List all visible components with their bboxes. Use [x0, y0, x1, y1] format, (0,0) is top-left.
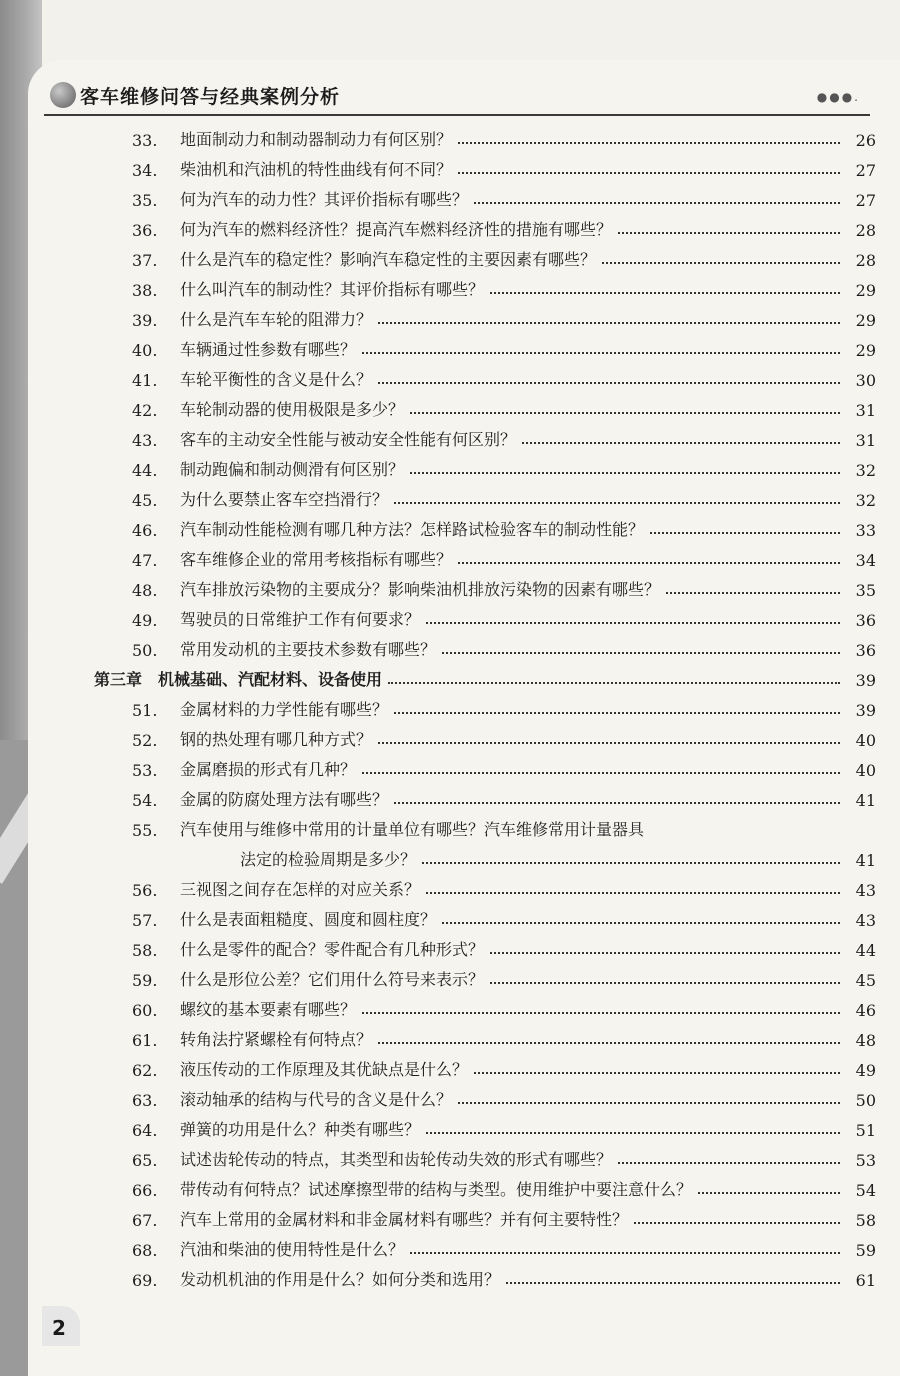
toc-page-number: 59	[855, 1241, 876, 1260]
book-title: 客车维修问答与经典案例分析	[80, 86, 341, 108]
toc-entry[interactable]	[90, 720, 880, 750]
toc-page-number: 32	[855, 461, 876, 480]
toc-page-number: 41	[855, 851, 876, 870]
toc-entry-number: 36.	[132, 221, 158, 240]
toc-page-number: 53	[855, 1151, 876, 1170]
toc-page-number: 43	[855, 911, 876, 930]
dot-leader	[506, 1282, 840, 1284]
dot-leader	[388, 682, 840, 684]
toc-entry-number: 41.	[132, 371, 158, 390]
toc-entry-number: 43.	[132, 431, 158, 450]
dot-leader	[426, 892, 840, 894]
toc-entry-title: 汽车排放污染物的主要成分？影响柴油机排放污染物的因素有哪些？	[180, 580, 661, 599]
toc-page-number: 48	[855, 1031, 876, 1050]
toc-entry-title: 金属磨损的形式有几种？	[180, 760, 357, 779]
dot-leader	[666, 592, 840, 594]
dot-leader	[442, 652, 840, 654]
dot-leader	[394, 802, 840, 804]
toc-page-number: 40	[855, 731, 876, 750]
toc-entry-title: 什么是形位公差？它们用什么符号来表示？	[180, 970, 485, 989]
toc-entry-title: 制动跑偏和制动侧滑有何区别？	[180, 460, 405, 479]
toc-entry-number: 69.	[132, 1271, 158, 1290]
toc-page-number: 61	[855, 1271, 876, 1290]
toc-entry-title: 钢的热处理有哪几种方式？	[180, 730, 373, 749]
header-ornament-icon	[50, 82, 76, 108]
dot-leader	[698, 1192, 840, 1194]
toc-entry[interactable]	[90, 270, 880, 300]
toc-entry[interactable]	[90, 600, 880, 630]
toc-entry[interactable]	[90, 1230, 880, 1260]
toc-page-number: 39	[855, 671, 876, 690]
dot-leader	[522, 442, 840, 444]
dot-leader	[602, 262, 840, 264]
toc-page-number: 29	[855, 281, 876, 300]
toc-entry[interactable]	[90, 1020, 880, 1050]
toc-entry-title: 法定的检验周期是多少？	[240, 850, 417, 869]
toc-page-number: 58	[855, 1211, 876, 1230]
toc-page-number: 33	[855, 521, 876, 540]
toc-entry-title: 金属的防腐处理方法有哪些？	[180, 790, 389, 809]
toc-entry[interactable]	[90, 510, 880, 540]
toc-page-number: 50	[855, 1091, 876, 1110]
toc-page-number: 41	[855, 791, 876, 810]
toc-entry-number: 61.	[132, 1031, 158, 1050]
toc-entry-title: 车轮平衡性的含义是什么？	[180, 370, 373, 389]
toc-entry-number: 67.	[132, 1211, 158, 1230]
toc-entry-number: 60.	[132, 1001, 158, 1020]
dot-leader	[618, 232, 840, 234]
toc-entry[interactable]	[90, 990, 880, 1020]
toc-entry[interactable]	[90, 390, 880, 420]
toc-entry-title: 客车的主动安全性能与被动安全性能有何区别？	[180, 430, 517, 449]
toc-entry[interactable]	[90, 240, 880, 270]
toc-page-number: 40	[855, 761, 876, 780]
toc-entry-number: 68.	[132, 1241, 158, 1260]
toc-entry[interactable]	[90, 840, 880, 870]
toc-entry-title: 弹簧的功用是什么？种类有哪些？	[180, 1120, 421, 1139]
toc-page-number: 54	[855, 1181, 876, 1200]
toc-entry-number: 64.	[132, 1121, 158, 1140]
toc-page-number: 39	[855, 701, 876, 720]
toc-entry[interactable]	[90, 750, 880, 780]
toc-entry-title: 滚动轴承的结构与代号的含义是什么？	[180, 1090, 453, 1109]
dot-leader	[378, 742, 840, 744]
dot-leader	[458, 562, 840, 564]
dot-leader	[474, 202, 840, 204]
toc-entry[interactable]	[90, 570, 880, 600]
toc-entry-number: 48.	[132, 581, 158, 600]
toc-entry-number: 58.	[132, 941, 158, 960]
toc-entry[interactable]	[90, 210, 880, 240]
toc-entry[interactable]	[90, 150, 880, 180]
toc-entry-number: 65.	[132, 1151, 158, 1170]
dot-leader	[362, 1012, 840, 1014]
toc-entry-number: 40.	[132, 341, 158, 360]
toc-entry-number: 53.	[132, 761, 158, 780]
toc-entry[interactable]	[90, 810, 880, 840]
toc-entry-title: 三视图之间存在怎样的对应关系？	[180, 880, 421, 899]
toc-entry-title: 何为汽车的燃料经济性？提高汽车燃料经济性的措施有哪些？	[180, 220, 613, 239]
toc-entry-title: 车轮制动器的使用极限是多少？	[180, 400, 405, 419]
toc-entry[interactable]	[90, 1200, 880, 1230]
table-of-contents	[90, 120, 880, 1290]
dot-leader	[474, 1072, 840, 1074]
toc-entry-title: 驾驶员的日常维护工作有何要求？	[180, 610, 421, 629]
toc-entry[interactable]	[90, 1260, 880, 1290]
dot-leader	[394, 712, 840, 714]
toc-entry-number: 62.	[132, 1061, 158, 1080]
toc-entry-number: 35.	[132, 191, 158, 210]
toc-entry-title: 地面制动力和制动器制动力有何区别？	[180, 130, 453, 149]
toc-page-number: 27	[855, 191, 876, 210]
toc-entry-number: 50.	[132, 641, 158, 660]
toc-page-number: 36	[855, 641, 876, 660]
toc-page-number: 29	[855, 311, 876, 330]
toc-entry-number: 56.	[132, 881, 158, 900]
toc-entry[interactable]	[90, 450, 880, 480]
dot-leader	[362, 352, 840, 354]
dot-leader	[378, 1042, 840, 1044]
dot-leader	[490, 982, 840, 984]
toc-entry[interactable]	[90, 180, 880, 210]
toc-entry-title: 转角法拧紧螺栓有何特点？	[180, 1030, 373, 1049]
toc-entry-number: 55.	[132, 821, 158, 840]
toc-page-number: 51	[855, 1121, 876, 1140]
dot-leader	[618, 1162, 840, 1164]
dot-leader	[426, 1132, 840, 1134]
toc-entry-title: 柴油机和汽油机的特性曲线有何不同？	[180, 160, 453, 179]
toc-page-number: 35	[855, 581, 876, 600]
toc-chapter-heading[interactable]	[90, 660, 880, 690]
dot-leader	[490, 292, 840, 294]
dot-leader	[410, 1252, 840, 1254]
toc-entry-title: 带传动有何特点？试述摩擦型带的结构与类型。使用维护中要注意什么？	[180, 1180, 693, 1199]
toc-entry[interactable]	[90, 540, 880, 570]
dot-leader	[442, 922, 840, 924]
dot-leader	[410, 472, 840, 474]
toc-entry-title: 什么是零件的配合？零件配合有几种形式？	[180, 940, 485, 959]
toc-entry[interactable]	[90, 360, 880, 390]
header-dots-ornament: ●●●.	[816, 90, 860, 104]
toc-entry-number: 39.	[132, 311, 158, 330]
toc-entry-number: 38.	[132, 281, 158, 300]
toc-page-number: 28	[855, 251, 876, 270]
toc-entry-number: 49.	[132, 611, 158, 630]
toc-entry-title: 车辆通过性参数有哪些？	[180, 340, 357, 359]
toc-page-number: 31	[855, 431, 876, 450]
toc-entry-title: 什么是汽车车轮的阻滞力？	[180, 310, 373, 329]
toc-page-number: 30	[855, 371, 876, 390]
dot-leader	[490, 952, 840, 954]
toc-page-number: 29	[855, 341, 876, 360]
toc-page-number: 45	[855, 971, 876, 990]
toc-entry[interactable]	[90, 870, 880, 900]
toc-entry-number: 51.	[132, 701, 158, 720]
dot-leader	[458, 142, 840, 144]
toc-entry-title: 螺纹的基本要素有哪些？	[180, 1000, 357, 1019]
toc-entry[interactable]	[90, 1080, 880, 1110]
dot-leader	[362, 772, 840, 774]
toc-entry-title: 汽车上常用的金属材料和非金属材料有哪些？并有何主要特性？	[180, 1210, 629, 1229]
toc-entry[interactable]	[90, 330, 880, 360]
toc-entry-number: 45.	[132, 491, 158, 510]
toc-entry-number: 59.	[132, 971, 158, 990]
toc-entry-title: 金属材料的力学性能有哪些？	[180, 700, 389, 719]
toc-page-number: 44	[855, 941, 876, 960]
toc-entry-title: 为什么要禁止客车空挡滑行？	[180, 490, 389, 509]
toc-entry-title: 客车维修企业的常用考核指标有哪些？	[180, 550, 453, 569]
toc-entry[interactable]	[90, 300, 880, 330]
toc-page-number: 28	[855, 221, 876, 240]
running-header	[44, 78, 872, 118]
toc-entry[interactable]	[90, 120, 880, 150]
toc-entry-title: 什么叫汽车的制动性？其评价指标有哪些？	[180, 280, 485, 299]
toc-entry-number: 66.	[132, 1181, 158, 1200]
toc-entry-number: 57.	[132, 911, 158, 930]
dot-leader	[410, 412, 840, 414]
toc-entry-number: 47.	[132, 551, 158, 570]
toc-page-number: 49	[855, 1061, 876, 1080]
dot-leader	[422, 862, 840, 864]
toc-entry-number: 52.	[132, 731, 158, 750]
toc-entry-title: 发动机机油的作用是什么？如何分类和选用？	[180, 1270, 501, 1289]
toc-entry-number: 37.	[132, 251, 158, 270]
toc-entry-title: 何为汽车的动力性？其评价指标有哪些？	[180, 190, 469, 209]
toc-entry[interactable]	[90, 1170, 880, 1200]
header-rule	[44, 114, 870, 116]
dot-leader	[634, 1222, 840, 1224]
toc-entry[interactable]	[90, 780, 880, 810]
page-number: 2	[52, 1316, 66, 1340]
toc-entry-number: 42.	[132, 401, 158, 420]
toc-entry-number: 46.	[132, 521, 158, 540]
toc-entry[interactable]	[90, 480, 880, 510]
toc-entry[interactable]	[90, 900, 880, 930]
toc-entry-number: 44.	[132, 461, 158, 480]
chapter-title: 第三章 机械基础、汽配材料、设备使用	[94, 670, 383, 689]
toc-entry[interactable]	[90, 1050, 880, 1080]
toc-page-number: 36	[855, 611, 876, 630]
dot-leader	[378, 382, 840, 384]
toc-entry[interactable]	[90, 930, 880, 960]
toc-entry-title: 汽车制动性能检测有哪几种方法？怎样路试检验客车的制动性能？	[180, 520, 645, 539]
toc-page-number: 34	[855, 551, 876, 570]
dot-leader	[458, 172, 840, 174]
toc-page-number: 46	[855, 1001, 876, 1020]
toc-entry[interactable]	[90, 690, 880, 720]
dot-leader	[650, 532, 840, 534]
toc-entry-number: 54.	[132, 791, 158, 810]
toc-entry[interactable]	[90, 1140, 880, 1170]
toc-page-number: 26	[855, 131, 876, 150]
dot-leader	[394, 502, 840, 504]
toc-page-number: 27	[855, 161, 876, 180]
toc-entry-title: 什么是表面粗糙度、圆度和圆柱度？	[180, 910, 437, 929]
toc-entry-number: 34.	[132, 161, 158, 180]
toc-entry[interactable]	[90, 630, 880, 660]
toc-entry-title: 液压传动的工作原理及其优缺点是什么？	[180, 1060, 469, 1079]
toc-page-number: 32	[855, 491, 876, 510]
dot-leader	[378, 322, 840, 324]
toc-entry[interactable]	[90, 960, 880, 990]
dot-leader	[458, 1102, 840, 1104]
toc-page-number: 31	[855, 401, 876, 420]
toc-entry-title: 什么是汽车的稳定性？影响汽车稳定性的主要因素有哪些？	[180, 250, 597, 269]
toc-entry-number: 33.	[132, 131, 158, 150]
toc-entry[interactable]	[90, 420, 880, 450]
dot-leader	[426, 622, 840, 624]
toc-entry-title: 试述齿轮传动的特点，其类型和齿轮传动失效的形式有哪些？	[180, 1150, 613, 1169]
toc-entry-title: 汽油和柴油的使用特性是什么？	[180, 1240, 405, 1259]
toc-entry[interactable]	[90, 1110, 880, 1140]
toc-page-number: 43	[855, 881, 876, 900]
toc-entry-title: 汽车使用与维修中常用的计量单位有哪些？汽车维修常用计量器具	[180, 820, 645, 839]
toc-entry-title: 常用发动机的主要技术参数有哪些？	[180, 640, 437, 659]
toc-entry-number: 63.	[132, 1091, 158, 1110]
